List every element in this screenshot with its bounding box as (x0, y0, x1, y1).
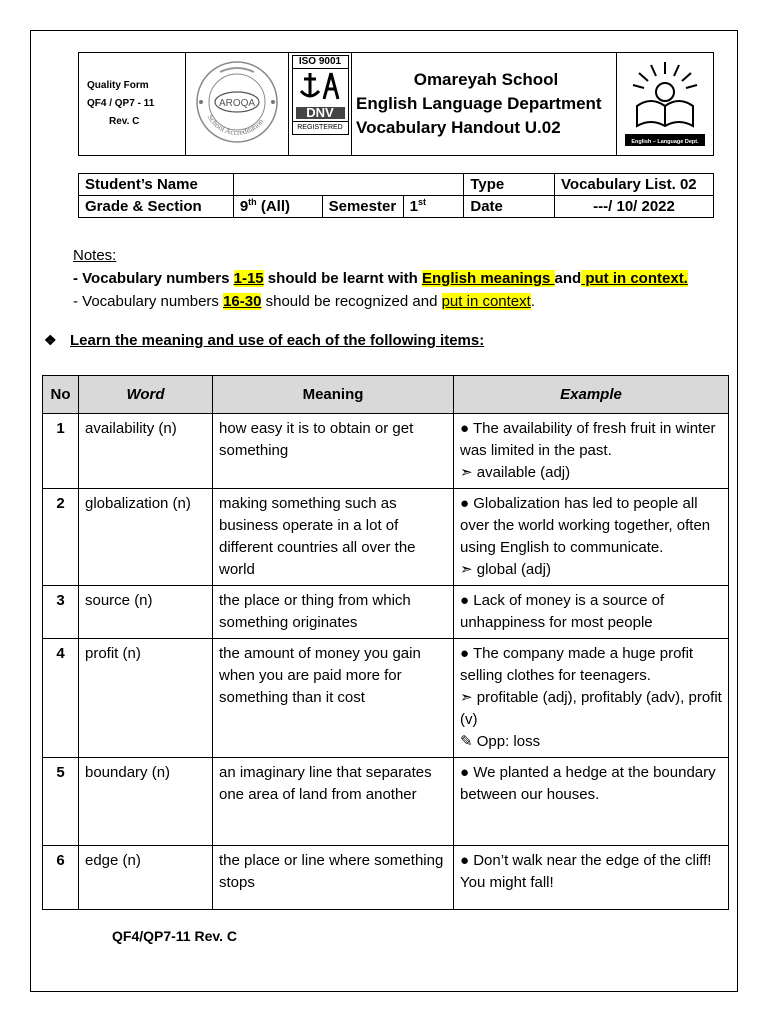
iso-anchor-icon (294, 69, 347, 103)
row-number: 1 (43, 414, 79, 489)
accreditation-ring-text: School Accreditation (205, 112, 266, 137)
row-meaning: the place or line where something stops (213, 846, 454, 910)
notes-line-1 (73, 267, 688, 290)
document-header (78, 52, 714, 156)
row-number: 2 (43, 489, 79, 586)
note1-text-c: should be learnt with (263, 270, 422, 287)
example-line: ● Don’t walk near the edge of the cliff! You might fall! (460, 852, 712, 891)
student-name-field[interactable] (233, 174, 464, 196)
row-word: globalization (n) (79, 489, 213, 586)
note1-range: 1-15 (233, 270, 264, 287)
table-row (43, 414, 729, 489)
department-emblem-cell (617, 53, 714, 156)
row-number: 4 (43, 639, 79, 758)
notes-title: Notes: (73, 247, 117, 264)
type-value: Vocabulary List. 02 (555, 174, 714, 196)
type-label: Type (464, 174, 555, 196)
school-name: Omareyah School (413, 70, 559, 89)
semester-number: 1 (409, 198, 418, 215)
note2-put-in-context: put in context (441, 293, 531, 310)
table-row (43, 489, 729, 586)
registered-label: REGISTERED (293, 121, 348, 134)
example-line: ● The availability of fresh fruit in winter was limited in the past. (460, 420, 716, 459)
row-word: profit (n) (79, 639, 213, 758)
grade-all: (All) (256, 198, 290, 215)
row-word: edge (n) (79, 846, 213, 910)
table-row (43, 846, 729, 910)
grade-section-value (233, 196, 322, 218)
row-word: boundary (n) (79, 758, 213, 846)
instruction-text: Learn the meaning and use of each of the following items: (70, 332, 485, 349)
grade-number: 9 (239, 198, 249, 215)
dept-emblem-icon (621, 56, 709, 148)
student-info-table (78, 173, 714, 218)
table-row (43, 639, 729, 758)
date-label: Date (464, 196, 555, 218)
dept-badge-text: English – Language Dept. (631, 138, 699, 145)
semester-label: Semester (322, 196, 403, 218)
date-value: ---/ 10/ 2022 (555, 196, 714, 218)
note2-period: . (530, 293, 535, 310)
row-example (454, 846, 729, 910)
svg-text:School Accreditation (206, 113, 266, 137)
aroqa-seal-icon (192, 58, 282, 146)
example-line: ➣ global (adj) (460, 561, 551, 578)
row-number: 6 (43, 846, 79, 910)
note2-text-c: should be recognized and (261, 293, 442, 310)
note2-text-a: - Vocabulary numbers (73, 293, 224, 310)
row-example (454, 639, 729, 758)
aroqa-text: AROQA (218, 97, 256, 109)
diamond-bullet-icon: ❖ (44, 332, 57, 348)
dnv-label: DNV (296, 107, 345, 119)
note1-text-a: - Vocabulary numbers (73, 270, 234, 287)
row-example (454, 758, 729, 846)
department-name: English Language Department (356, 94, 602, 113)
row-meaning: the amount of money you gain when you are paid more for something than it cost (213, 639, 454, 758)
example-line: ✎ Opp: loss (460, 733, 541, 750)
row-meaning: an imaginary line that separates one area of land from another (213, 758, 454, 846)
footer-form-code: QF4/QP7-11 Rev. C (112, 928, 238, 944)
quality-form-label: Quality Form (87, 80, 149, 91)
table-row (43, 586, 729, 639)
row-word: availability (n) (79, 414, 213, 489)
form-revision: Rev. C (109, 116, 140, 127)
example-line: ➣ available (adj) (460, 464, 571, 481)
handout-title: Vocabulary Handout U.02 (356, 118, 561, 137)
school-title-cell (352, 53, 617, 156)
grade-suffix-sup: th (248, 197, 257, 207)
row-meaning: the place or thing from which something originates (213, 586, 454, 639)
header-meaning: Meaning (213, 376, 454, 414)
quality-form-cell (79, 53, 186, 156)
iso-cell (289, 53, 352, 156)
notes-line-2 (73, 290, 688, 313)
notes-section (73, 244, 688, 313)
note2-range: 16-30 (223, 293, 262, 310)
row-word: source (n) (79, 586, 213, 639)
header-example: Example (454, 376, 729, 414)
row-meaning: how easy it is to obtain or get something (213, 414, 454, 489)
table-row (43, 758, 729, 846)
accreditation-cell (186, 53, 289, 156)
grade-section-label: Grade & Section (79, 196, 234, 218)
form-code: QF4 / QP7 - 11 (87, 98, 155, 109)
row-example (454, 489, 729, 586)
note1-put-in-context: put in context. (581, 270, 688, 287)
vocabulary-table (42, 375, 729, 910)
row-meaning: making something such as business operate in a lot of different countries all over the world (213, 489, 454, 586)
header-no: No (43, 376, 79, 414)
example-line: ➣ profitable (adj), profitably (adv), profit (v) (460, 689, 722, 728)
semester-value (403, 196, 464, 218)
note1-english-meanings: English meanings (421, 270, 555, 287)
example-line: ● The company made a huge profit selling clothes for teenagers. (460, 645, 694, 684)
row-number: 5 (43, 758, 79, 846)
student-name-label: Student’s Name (79, 174, 234, 196)
row-example (454, 586, 729, 639)
example-line: ● Globalization has led to people all over the world working together, often using English to communicate. (460, 495, 711, 556)
row-example (454, 414, 729, 489)
semester-sup: st (417, 197, 426, 207)
row-number: 3 (43, 586, 79, 639)
header-word: Word (79, 376, 213, 414)
example-line: ● Lack of money is a source of unhappiness for most people (460, 592, 665, 631)
vocabulary-header-row (43, 376, 729, 414)
iso-label: ISO 9001 (293, 56, 348, 69)
note1-and: and (554, 270, 582, 287)
example-line: ● We planted a hedge at the boundary between our houses. (460, 764, 716, 803)
instruction-line (44, 332, 484, 349)
